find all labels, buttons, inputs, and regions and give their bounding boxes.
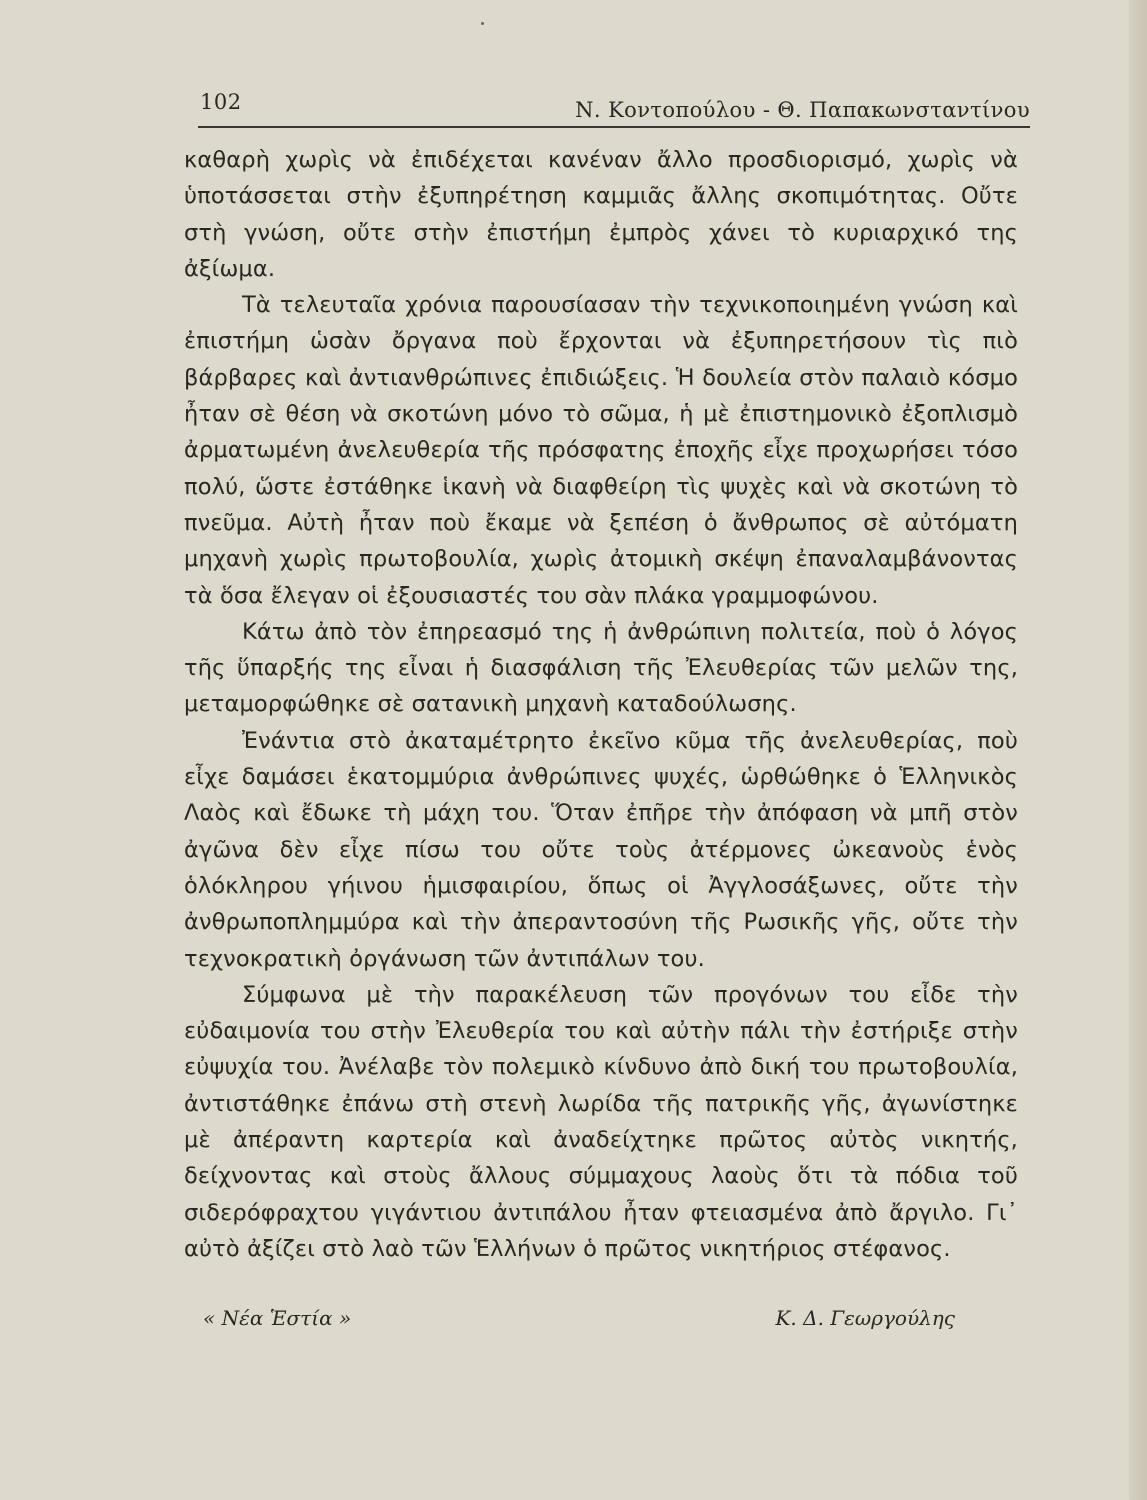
page-number: 102 [200, 90, 242, 114]
author-signature: Κ. Δ. Γεωργούλης [775, 1306, 955, 1330]
body-text [184, 142, 1018, 1267]
paragraph-continuation: καθαρὴ χωρὶς νὰ ἐπιδέχεται κανέναν ἄλλο προσδιορισμό, χωρὶς νὰ ὑποτάσσεται στὴν ἐξυπηρέτηση καμμιᾶς ἄλλης σκοπιμότητας. Οὔτε στὴ γνώση, οὔτε στὴν ἐπιστήμη ἐμπρὸς χάνει τὸ κυριαρχικό της ἀξίωμα. [184, 147, 1018, 282]
page-header [198, 86, 1030, 128]
paragraph: Σύμφωνα μὲ τὴν παρακέλευση τῶν προγόνων του εἶδε τὴν εὐδαιμονία του στὴν Ἐλευθερία του καὶ αὐτὴν πάλι τὴν ἐστήριξε στὴν εὐψυχία του. Ἀνέλαβε τὸν πολεμικὸ κίνδυνο ἀπὸ δική του πρωτοβουλία, ἀντιστάθηκε ἐπάνω στὴ στενὴ λωρίδα τῆς πατρικῆς γῆς, ἀγωνίστηκε μὲ ἀπέραντη καρτερία καὶ ἀναδείχτηκε πρῶτος αὐτὸς νικητής, δείχνοντας καὶ στοὺς ἄλλους σύμμαχους λαοὺς ὅτι τὰ πόδια τοῦ σιδερόφραχτου γιγάντιου ἀντιπάλου ἦταν φτειασμένα ἀπὸ ἄργιλο. Γι᾿ αὐτὸ ἀξίζει στὸ λαὸ τῶν Ἑλλήνων ὁ πρῶτος νικητήριος στέφανος. [184, 981, 1018, 1262]
paragraph: Κάτω ἀπὸ τὸν ἐπηρεασμό της ἡ ἀνθρώπινη πολιτεία, ποὺ ὁ λόγος τῆς ὕπαρξής της εἶναι ἡ διασφάλιση τῆς Ἐλευθερίας τῶν μελῶν της, μεταμορφώθηκε σὲ σατανικὴ μηχανὴ καταδούλωσης. [184, 618, 1018, 718]
signature-line [203, 1306, 955, 1336]
source-attribution: « Νέα Ἑστία » [203, 1306, 352, 1330]
running-head: Ν. Κοντοπούλου - Θ. Παπακωνσταντίνου [575, 98, 1030, 122]
paragraph: Ἐνάντια στὸ ἀκαταμέτρητο ἐκεῖνο κῦμα τῆς ἀνελευθερίας, ποὺ εἶχε δαμάσει ἑκατομμύρια ἀνθρώπινες ψυχές, ὡρθώθηκε ὁ Ἑλληνικὸς Λαὸς καὶ ἔδωκε τὴ μάχη του. Ὅταν ἐπῆρε τὴν ἀπόφαση νὰ μπῆ στὸν ἀγῶνα δὲν εἶχε πίσω του οὔτε τοὺς ἀτέρμονες ὠκεανοὺς ἑνὸς ὁλόκληρου γήινου ἡμισφαιρίου, ὅπως οἱ Ἀγγλοσάξωνες, οὔτε τὴν ἀνθρωποπλημμύρα καὶ τὴν ἀπεραντοσύνη τῆς Ρωσικῆς γῆς, οὔτε τὴν τεχνοκρατικὴ ὀργάνωση τῶν ἀντιπάλων του. [184, 727, 1018, 972]
paragraph: Τὰ τελευταῖα χρόνια παρουσίασαν τὴν τεχνικοποιημένη γνώση καὶ ἐπιστήμη ὡσὰν ὄργανα ποὺ ἔρχονται νὰ ἐξυπηρετήσουν τὶς πιὸ βάρβαρες καὶ ἀντιανθρώπινες ἐπιδιώξεις. Ἡ δουλεία στὸν παλαιὸ κόσμο ἦταν σὲ θέση νὰ σκοτώνη μόνο τὸ σῶμα, ἡ μὲ ἐπιστημονικὸ ἐξοπλισμὸ ἀρματωμένη ἀνελευθερία τῆς πρόσφατης ἐποχῆς εἶχε προχωρήσει τόσο πολύ, ὥστε ἐστάθηκε ἱκανὴ νὰ διαφθείρη τὶς ψυχὲς καὶ νὰ σκοτώνη τὸ πνεῦμα. Αὐτὴ ἦταν ποὺ ἔκαμε νὰ ξεπέση ὁ ἄνθρωπος σὲ αὐτόματη μηχανὴ χωρὶς πρωτοβουλία, χωρὶς ἀτομικὴ σκέψη ἐπαναλαμβάνοντας τὰ ὅσα ἔλεγαν οἱ ἐξουσιαστές του σὰν πλάκα γραμμοφώνου. [184, 292, 1018, 609]
